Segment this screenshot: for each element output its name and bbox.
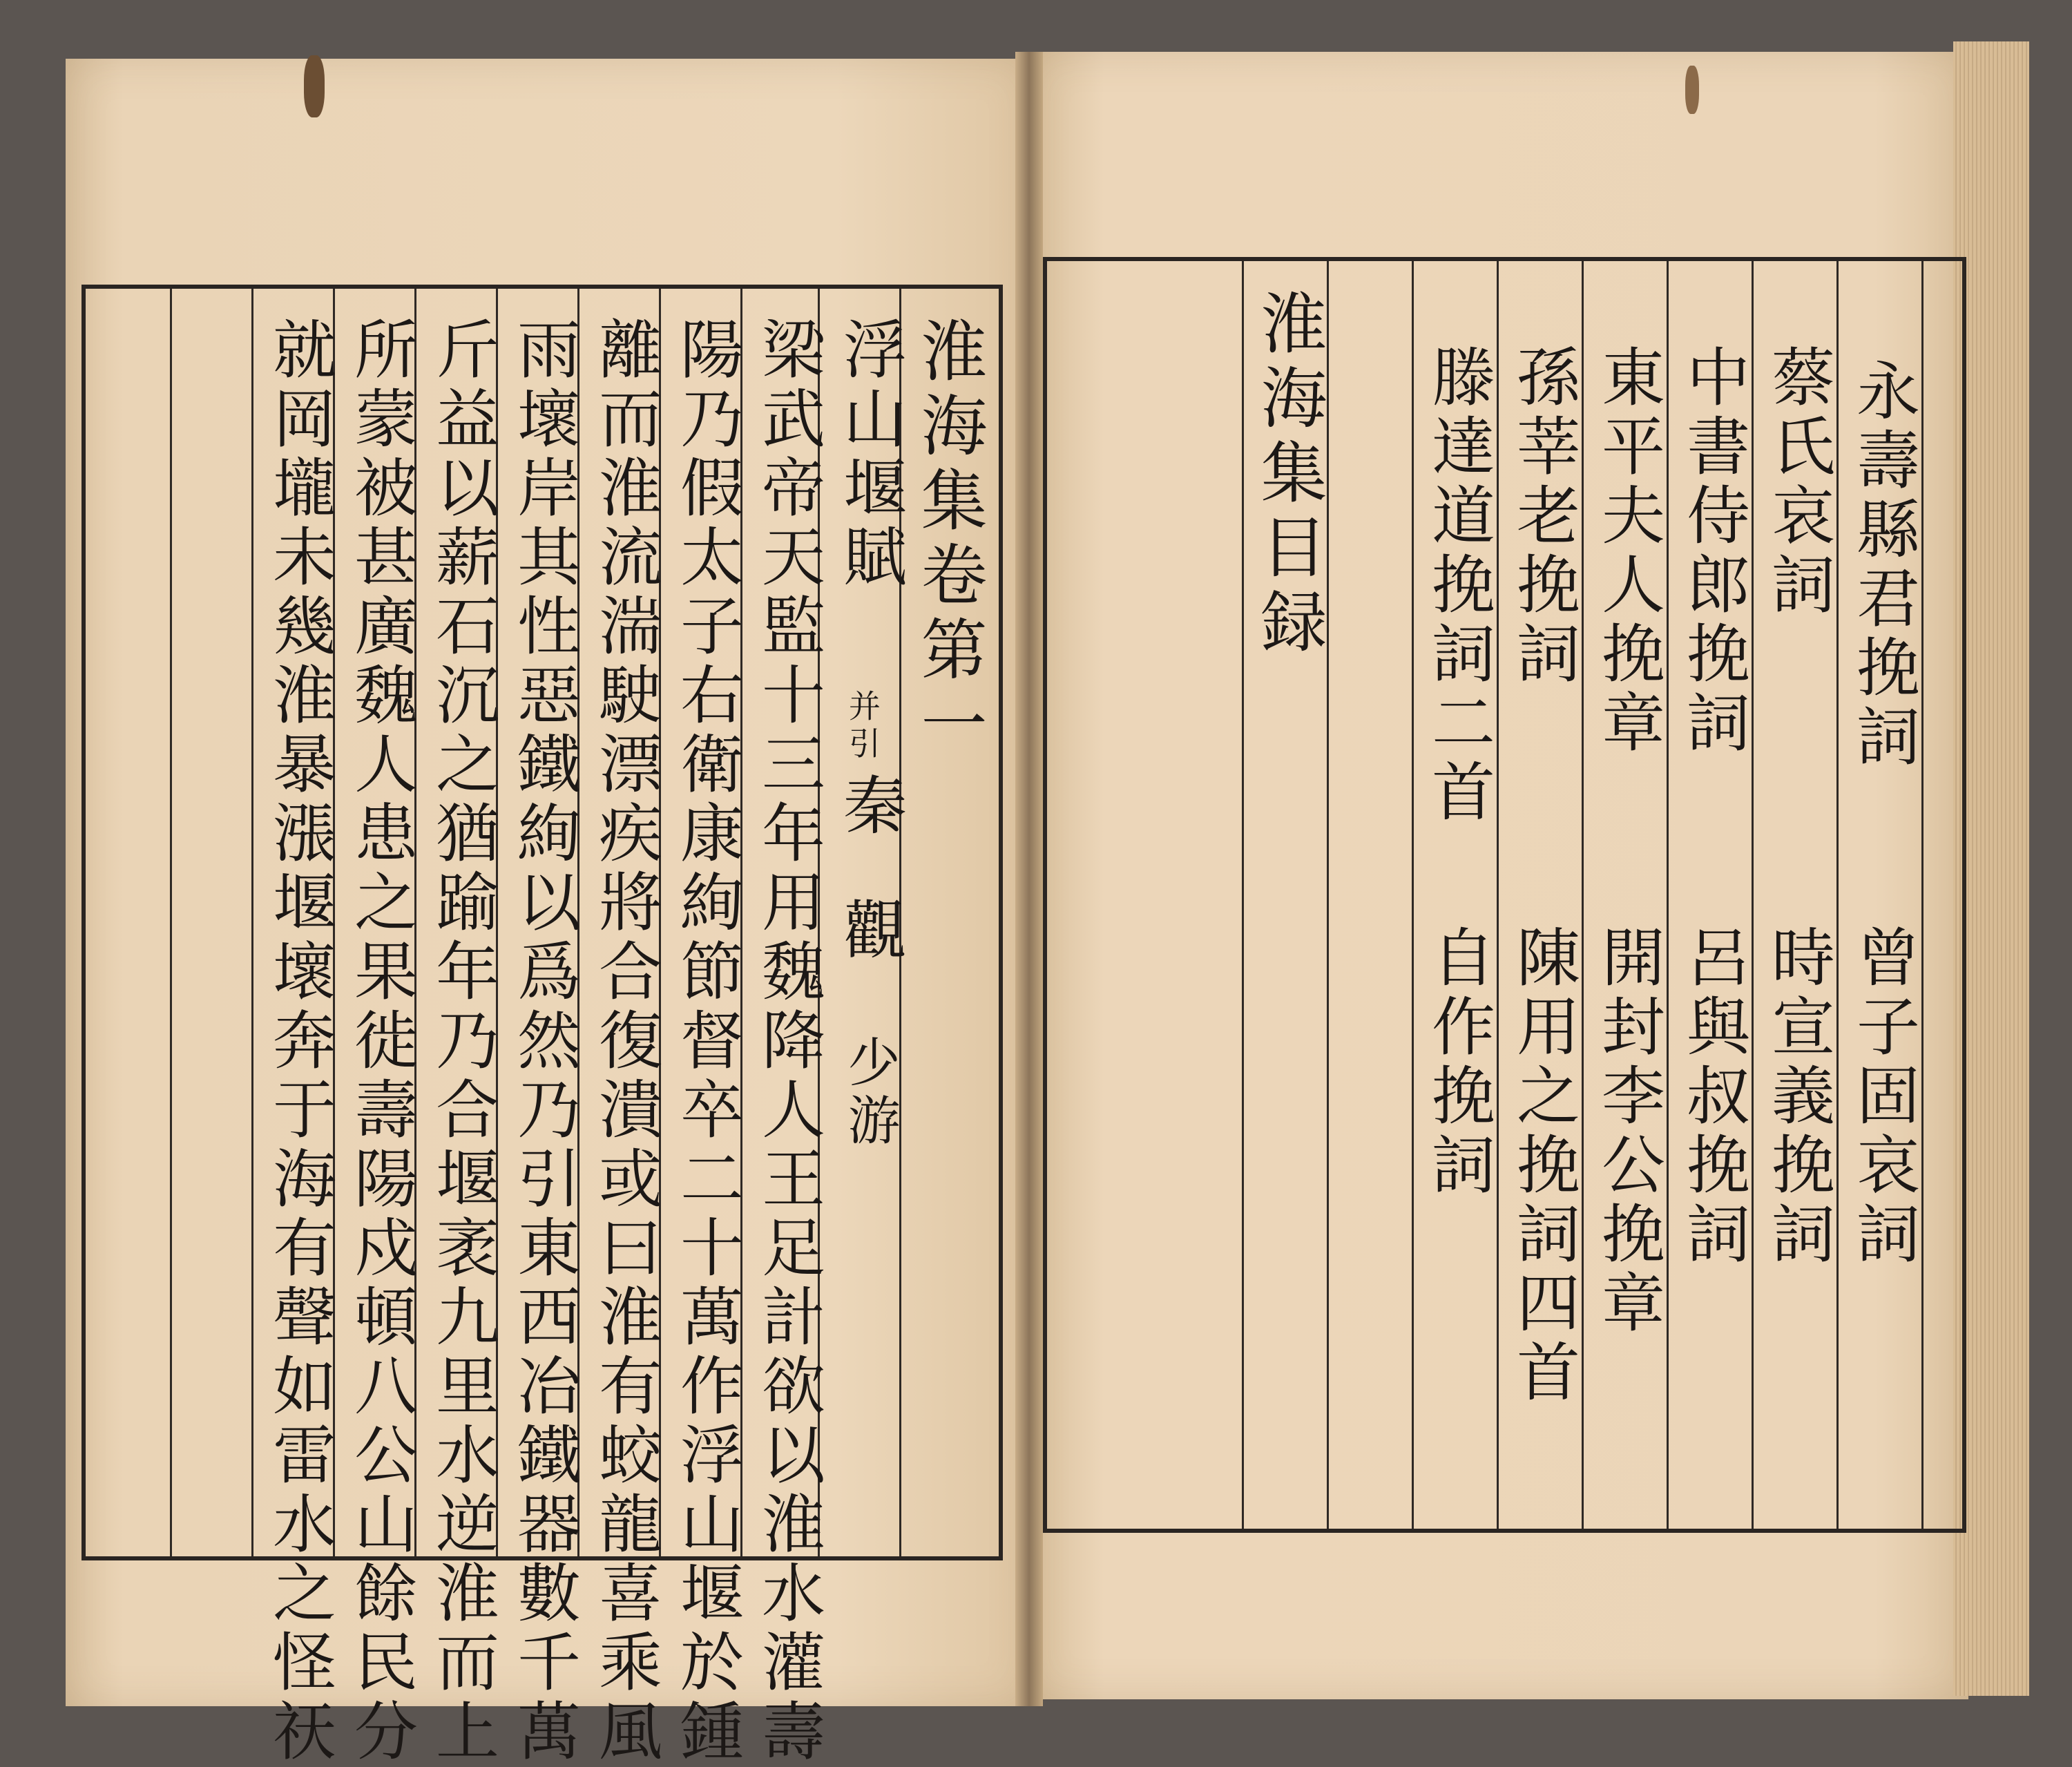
contents-entry: 蔡氏哀詞	[1761, 344, 1835, 620]
contents-title: 淮海集目録	[1250, 289, 1327, 662]
right-text-frame	[1043, 257, 1966, 1533]
volume-title: 淮海集卷第一	[910, 316, 988, 764]
ink-stain	[1685, 66, 1699, 114]
body-column: 離而淮流湍駛漂疾將合復潰或曰淮有蛟龍喜乘風	[588, 316, 662, 1767]
author-name: 觀	[833, 897, 907, 966]
contents-entry: 中書侍郎挽詞	[1676, 344, 1750, 758]
section-note: 并引	[844, 689, 881, 764]
contents-entry: 自作挽詞	[1421, 924, 1495, 1201]
author-surname: 秦	[833, 772, 907, 841]
body-column: 雨壞岸其性惡鐵絢以爲然乃引東西冶鐵器數千萬	[507, 316, 581, 1767]
contents-entry: 曾子固哀詞	[1846, 924, 1920, 1270]
book-gutter	[1015, 52, 1043, 1706]
body-column: 梁武帝天監十三年用魏降人王足計欲以淮水灌壽	[751, 316, 825, 1767]
column-rule	[1242, 261, 1244, 1529]
ink-stain	[304, 55, 325, 117]
author-style: 少游	[839, 1035, 901, 1151]
contents-entry: 時宣義挽詞	[1761, 924, 1835, 1270]
left-text-frame	[81, 285, 1003, 1767]
body-column: 所蒙被甚廣魏人患之果徙壽陽戍頓八公山餘民分	[344, 316, 418, 1767]
contents-entry: 呂與叔挽詞	[1676, 924, 1750, 1270]
body-column: 陽乃假太子右衛康絢節督卒二十萬作浮山堰於鍾	[670, 316, 744, 1767]
section-title: 浮山堰賦	[833, 316, 907, 593]
contents-entry: 東平夫人挽章	[1591, 344, 1665, 758]
contents-entry: 開封李公挽章	[1591, 924, 1665, 1339]
column-rule	[1412, 261, 1414, 1529]
column-rule	[170, 289, 172, 1556]
column-rule	[251, 289, 253, 1556]
body-column: 就岡壠未幾淮暴漲堰壞奔于海有聲如雷水之怪祆	[262, 316, 336, 1767]
body-column: 斤益以薪石沉之猶踰年乃合堰袤九里水逆淮而上	[425, 316, 499, 1767]
contents-entry: 陳用之挽詞四首	[1506, 924, 1580, 1408]
contents-entry: 滕達道挽詞二首	[1421, 344, 1495, 828]
contents-entry: 孫莘老挽詞	[1506, 344, 1580, 689]
contents-entry: 永壽縣君挽詞	[1846, 358, 1920, 772]
